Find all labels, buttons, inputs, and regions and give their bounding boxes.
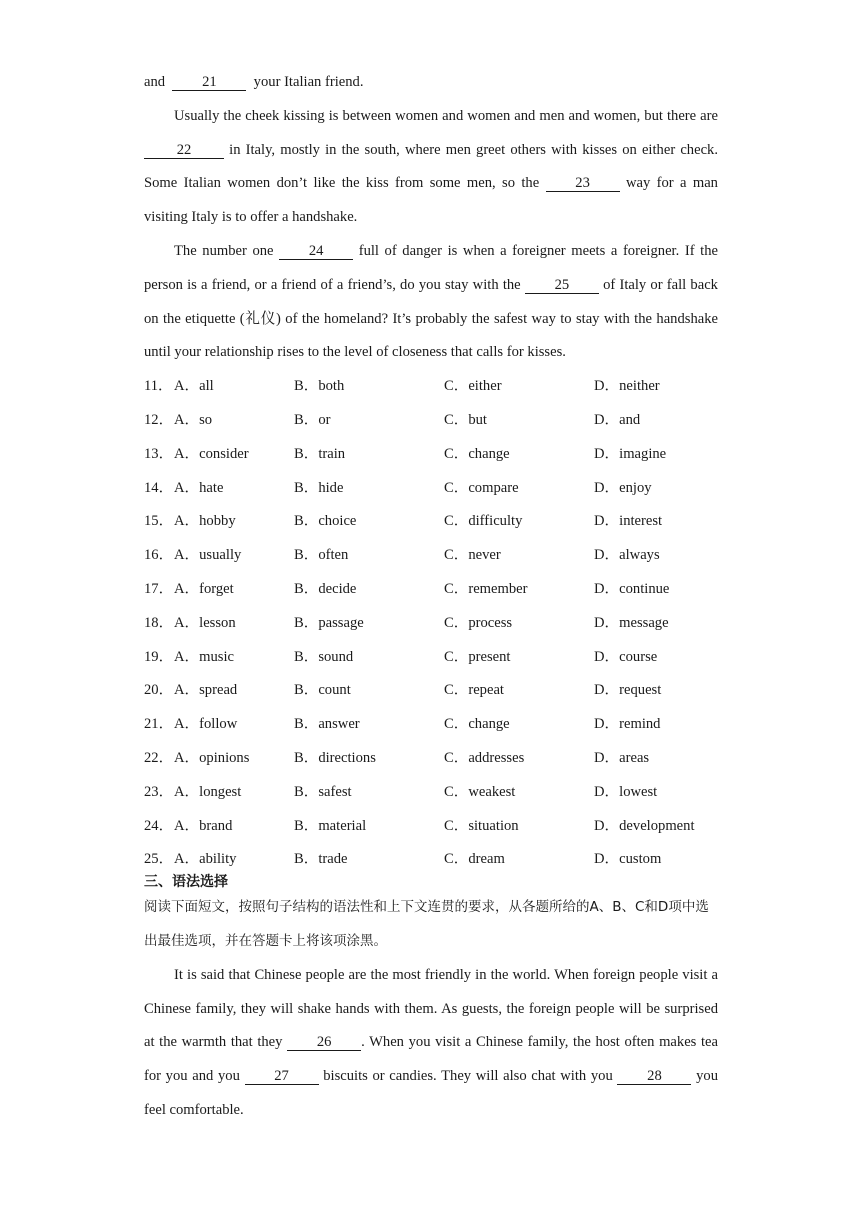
question-options-12 [144,404,718,438]
option-b[interactable]: B．directions [294,749,376,766]
option-c[interactable]: C．weakest [444,783,516,800]
option-c[interactable]: C．process [444,614,513,631]
option-c[interactable]: C．change [444,445,510,462]
option-a[interactable]: A．forget [174,580,234,597]
section-title: 三、语法选择 [144,874,228,891]
question-number: 12． [144,411,174,428]
question-options-17 [144,573,718,607]
question-number: 20． [144,682,174,699]
option-d[interactable]: D．request [594,682,662,699]
option-d[interactable]: D．lowest [594,783,658,800]
question-options-21 [144,708,718,742]
option-a[interactable]: A．opinions [174,749,250,766]
option-c[interactable]: C．repeat [444,682,504,699]
option-a[interactable]: A．music [174,648,234,665]
option-a[interactable]: A．usually [174,547,242,564]
question-number: 23． [144,783,174,800]
option-a[interactable]: A．brand [174,817,233,834]
question-options-14 [144,472,718,506]
option-c[interactable]: C．dream [444,851,505,868]
text: . When you visit a Chinese family, the host often makes tea for you and you [144,1034,719,1085]
question-options-11 [144,370,718,404]
option-d[interactable]: D．areas [594,749,650,766]
option-d[interactable]: D．imagine [594,445,667,462]
question-number: 16． [144,547,174,564]
text: of Italy or fall back on the etiquette (礼仪) of the homeland? It’s probably the safest way to stay with the handshake until your relationship rises to the level of closeness that calls for kisses. [144,276,718,361]
question-number: 14． [144,479,174,496]
question-number: 13． [144,445,174,462]
option-a[interactable]: A．lesson [174,614,236,631]
blank-24[interactable]: 24 [279,243,353,260]
question-options-13 [144,438,718,472]
text: full of danger is when a foreigner meets a foreigner. If the person is a friend, or a friend of a friend’s, do you stay with the [144,242,718,293]
blank-22[interactable]: 22 [144,142,224,159]
option-b[interactable]: B．or [294,411,331,428]
text: Usually the cheek kissing is between women and women and men and women, but there are [174,107,718,124]
option-c[interactable]: C．situation [444,817,519,834]
option-b[interactable]: B．answer [294,716,360,733]
question-number: 24． [144,817,174,834]
paragraph-chinese-people [144,959,718,1128]
question-number: 18． [144,614,174,631]
blank-21[interactable]: 21 [172,74,246,91]
option-b[interactable]: B．passage [294,614,364,631]
text: way for a man visiting Italy is to offer a handshake. [144,175,718,226]
question-options-18 [144,607,718,641]
option-c[interactable]: C．compare [444,479,519,496]
option-d[interactable]: D．custom [594,851,662,868]
blank-23[interactable]: 23 [546,175,620,192]
question-options-19 [144,641,718,675]
option-d[interactable]: D．interest [594,513,663,530]
option-b[interactable]: B．often [294,547,349,564]
question-options-24 [144,810,718,844]
text: The number one [174,242,274,259]
text: in Italy, mostly in the south, where men greet others with kisses on either check. Some Italian women don’t like the kiss from some men, so the [144,141,718,192]
option-d[interactable]: D．course [594,648,658,665]
option-a[interactable]: A．hobby [174,513,236,530]
option-c[interactable]: C．change [444,716,510,733]
option-d[interactable]: D．message [594,614,669,631]
text: biscuits or candies. They will also chat with you [323,1068,613,1085]
question-options-23 [144,776,718,810]
options-list [144,370,718,877]
passage-line [144,66,718,100]
option-a[interactable]: A．all [174,378,214,395]
option-b[interactable]: B．decide [294,580,357,597]
option-a[interactable]: A．longest [174,783,242,800]
paragraph-foreigner [144,235,718,370]
section-instruction: 阅读下面短文，按照句子结构的语法性和上下文连贯的要求，从各题所给的A、B、C和D项中选出最佳选项，并在答题卡上将该项涂黑。 [144,899,709,949]
question-number: 11． [144,378,173,395]
option-b[interactable]: B．train [294,445,346,462]
question-number: 17． [144,580,174,597]
option-a[interactable]: A．consider [174,445,249,462]
question-number: 25． [144,851,174,868]
option-c[interactable]: C．either [444,378,502,395]
option-b[interactable]: B．safest [294,783,352,800]
option-b[interactable]: B．hide [294,479,344,496]
option-d[interactable]: D．always [594,547,660,564]
blank-25[interactable]: 25 [525,277,599,294]
option-b[interactable]: B．trade [294,851,348,868]
blank-26[interactable]: 26 [287,1034,361,1051]
paragraph-cheek-kissing [144,100,718,235]
option-b[interactable]: B．count [294,682,351,699]
document-page [144,66,718,1136]
blank-28[interactable]: 28 [617,1068,691,1085]
blank-27[interactable]: 27 [245,1068,319,1085]
text: It is said that Chinese people are the most friendly in the world. When foreign people visit a Chinese family, they will shake hands with them. As guests, the foreign people will be surprised at the warmth that they [144,966,718,1051]
option-d[interactable]: D．continue [594,580,670,597]
option-d[interactable]: D．neither [594,378,660,395]
text: you feel comfortable. [144,1068,718,1118]
option-a[interactable]: A．ability [174,851,237,868]
question-options-22 [144,742,718,776]
option-c[interactable]: C．present [444,648,511,665]
option-a[interactable]: A．spread [174,682,238,699]
question-number: 15． [144,513,174,530]
option-c[interactable]: C．addresses [444,749,525,766]
question-options-20 [144,674,718,708]
option-c[interactable]: C．never [444,547,501,564]
option-b[interactable]: B．material [294,817,367,834]
question-number: 22． [144,749,174,766]
text: your Italian friend. [253,74,364,90]
option-b[interactable]: B．both [294,378,345,395]
question-number: 19． [144,648,174,665]
text: and [144,74,166,90]
option-c[interactable]: C．but [444,411,487,428]
option-a[interactable]: A．hate [174,479,224,496]
option-a[interactable]: A．follow [174,716,238,733]
option-d[interactable]: D．and [594,411,641,428]
question-options-16 [144,539,718,573]
option-b[interactable]: B．sound [294,648,354,665]
option-d[interactable]: D．development [594,817,695,834]
option-c[interactable]: C．difficulty [444,513,523,530]
option-b[interactable]: B．choice [294,513,357,530]
option-c[interactable]: C．remember [444,580,528,597]
option-d[interactable]: D．remind [594,716,661,733]
option-a[interactable]: A．so [174,411,213,428]
question-number: 21． [144,716,174,733]
option-d[interactable]: D．enjoy [594,479,652,496]
question-options-15 [144,505,718,539]
